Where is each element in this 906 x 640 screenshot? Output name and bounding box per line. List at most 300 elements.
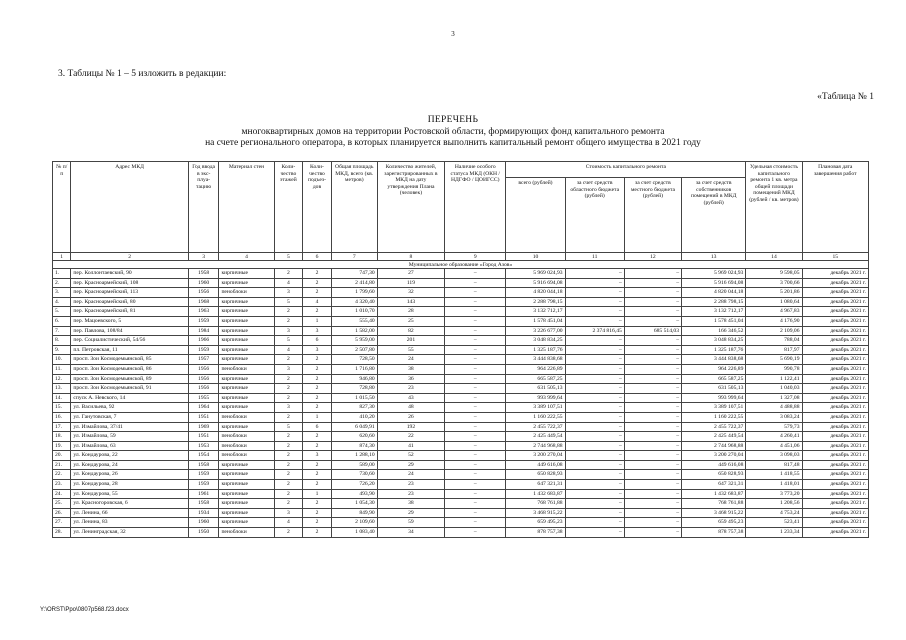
cell-cost-owners: 878 757,38: [682, 528, 746, 538]
cell-cost-owners: 665 587,25: [682, 374, 746, 384]
table-row: [53, 345, 869, 355]
cell-special-status: –: [445, 422, 506, 432]
cell-cost-local: –: [624, 384, 681, 394]
cell-cost-local: –: [624, 297, 681, 307]
column-number: 13: [682, 253, 746, 261]
cell-year: 1958: [188, 269, 219, 279]
cell-row-number: 26.: [53, 508, 71, 518]
cell-year: 1959: [188, 345, 219, 355]
cell-completion-date: декабрь 2021 г.: [802, 480, 868, 490]
cell-completion-date: декабрь 2021 г.: [802, 441, 868, 451]
cell-address: пер. Красноармейский, 81: [71, 307, 188, 317]
cell-residents: 28: [377, 307, 444, 317]
cell-completion-date: декабрь 2021 г.: [802, 384, 868, 394]
cell-row-number: 1.: [53, 269, 71, 279]
cell-cost-regional: –: [565, 297, 624, 307]
cell-cost-regional: –: [565, 355, 624, 365]
cell-row-number: 2.: [53, 278, 71, 288]
cell-floors: 2: [274, 480, 303, 490]
cell-unit-cost: 3 083,24: [746, 412, 802, 422]
cell-residents: 55: [377, 345, 444, 355]
cell-year: 1958: [188, 460, 219, 470]
cell-year: 1961: [188, 489, 219, 499]
cell-entrances: 2: [303, 364, 332, 374]
cell-cost-total: 2 455 722,37: [506, 422, 565, 432]
cell-year: 1968: [188, 297, 219, 307]
column-number: 4: [219, 253, 274, 261]
cell-special-status: –: [445, 508, 506, 518]
cell-address: пер. Красноармейский, 113: [71, 288, 188, 298]
cell-entrances: 4: [303, 297, 332, 307]
cell-cost-regional: –: [565, 384, 624, 394]
cell-cost-owners: 1 325 187,76: [682, 345, 746, 355]
cell-special-status: –: [445, 345, 506, 355]
cell-cost-regional: –: [565, 364, 624, 374]
cell-total-area: 1 015,50: [331, 393, 377, 403]
cell-floors: 2: [274, 355, 303, 365]
cell-unit-cost: 9 598,05: [746, 269, 802, 279]
cell-wall-material: кирпичные: [219, 374, 274, 384]
cell-address: ул. Красногоровская, 6: [71, 499, 188, 509]
cell-cost-owners: 3 444 838,68: [682, 355, 746, 365]
cell-cost-total: 3 200 270,04: [506, 451, 565, 461]
cell-address: ул. Измайлова, 63: [71, 441, 188, 451]
cell-cost-owners: 3 389 107,51: [682, 403, 746, 413]
cell-entrances: 2: [303, 278, 332, 288]
cell-year: 1934: [188, 508, 219, 518]
cell-completion-date: декабрь 2021 г.: [802, 412, 868, 422]
cell-residents: 119: [377, 278, 444, 288]
cell-total-area: 555,40: [331, 316, 377, 326]
column-numbers-row: [53, 253, 869, 261]
cell-cost-owners: 1 160 222,55: [682, 412, 746, 422]
cell-total-area: 728,50: [331, 355, 377, 365]
cell-entrances: 2: [303, 393, 332, 403]
column-number: 7: [331, 253, 377, 261]
cell-year: 1969: [188, 422, 219, 432]
cell-cost-total: 3 468 915,22: [506, 508, 565, 518]
cell-address: ул. Кондаурова, 28: [71, 480, 188, 490]
column-number: 8: [377, 253, 444, 261]
cell-cost-regional: –: [565, 499, 624, 509]
file-path-footer: Y:\ORST\Ppo\0807p568.f23.docx: [40, 607, 129, 613]
cell-total-area: 1 582,00: [331, 326, 377, 336]
cell-cost-total: 650 828,93: [506, 470, 565, 480]
cell-cost-local: –: [624, 422, 681, 432]
cell-cost-total: 5 916 694,08: [506, 278, 565, 288]
cell-address: просп. Зои Космодемьянской, 89: [71, 374, 188, 384]
cell-completion-date: декабрь 2021 г.: [802, 508, 868, 518]
cell-wall-material: кирпичные: [219, 422, 274, 432]
cell-residents: 29: [377, 508, 444, 518]
cell-row-number: 15.: [53, 403, 71, 413]
cell-wall-material: пеноблоки: [219, 451, 274, 461]
table-row: [53, 441, 869, 451]
cell-cost-owners: 768 761,88: [682, 499, 746, 509]
cell-special-status: –: [445, 393, 506, 403]
cell-total-area: 946,80: [331, 374, 377, 384]
cell-address: пер. Красноармейский, 80: [71, 297, 188, 307]
cell-entrances: 6: [303, 336, 332, 346]
cell-row-number: 7.: [53, 326, 71, 336]
cell-wall-material: пеноблоки: [219, 441, 274, 451]
cell-cost-total: 1 432 683,87: [506, 489, 565, 499]
cell-wall-material: кирпичные: [219, 355, 274, 365]
cell-residents: 43: [377, 393, 444, 403]
cell-special-status: –: [445, 528, 506, 538]
cell-floors: 3: [274, 403, 303, 413]
cell-residents: 59: [377, 518, 444, 528]
cell-unit-cost: 1 122,41: [746, 374, 802, 384]
cell-unit-cost: 1 327,08: [746, 393, 802, 403]
cell-completion-date: декабрь 2021 г.: [802, 470, 868, 480]
cell-floors: 2: [274, 432, 303, 442]
table-reference: «Таблица № 1: [817, 92, 874, 102]
cell-cost-regional: –: [565, 345, 624, 355]
cell-cost-owners: 964 226,89: [682, 364, 746, 374]
cell-cost-regional: –: [565, 460, 624, 470]
cell-cost-total: 2 744 968,88: [506, 441, 565, 451]
cell-entrances: 2: [303, 528, 332, 538]
cell-entrances: 1: [303, 316, 332, 326]
cell-unit-cost: 5 201,86: [746, 288, 802, 298]
cell-completion-date: декабрь 2021 г.: [802, 355, 868, 365]
cell-cost-owners: 166 346,52: [682, 326, 746, 336]
cell-floors: 4: [274, 518, 303, 528]
header-cost-local: за счет средств местного бюджета (рублей): [624, 178, 681, 253]
cell-residents: 38: [377, 364, 444, 374]
cell-cost-owners: 2 455 722,37: [682, 422, 746, 432]
cell-total-area: 2 507,80: [331, 345, 377, 355]
cell-floors: 4: [274, 278, 303, 288]
cell-residents: 192: [377, 422, 444, 432]
table-row: [53, 326, 869, 336]
cell-residents: 27: [377, 269, 444, 279]
cell-total-area: 1 288,10: [331, 451, 377, 461]
cell-floors: 2: [274, 499, 303, 509]
cell-floors: 5: [274, 297, 303, 307]
cell-floors: 5: [274, 422, 303, 432]
cell-year: 1984: [188, 326, 219, 336]
table-row: [53, 374, 869, 384]
cell-address: пер. Социалистический, 54/56: [71, 336, 188, 346]
cell-floors: 5: [274, 336, 303, 346]
cell-residents: 36: [377, 374, 444, 384]
cell-wall-material: кирпичные: [219, 307, 274, 317]
municipality-row: [53, 261, 869, 269]
cell-total-area: 849,90: [331, 508, 377, 518]
cell-row-number: 3.: [53, 288, 71, 298]
cell-cost-owners: 5 969 024,93: [682, 269, 746, 279]
cell-floors: 3: [274, 326, 303, 336]
cell-wall-material: кирпичные: [219, 297, 274, 307]
cell-cost-total: 2 288 798,15: [506, 297, 565, 307]
cell-wall-material: кирпичные: [219, 499, 274, 509]
cell-residents: 48: [377, 403, 444, 413]
cell-cost-total: 631 505,13: [506, 384, 565, 394]
cell-special-status: –: [445, 316, 506, 326]
header-cost-owners: за счет средств собственников помещений в МКД (рублей): [682, 178, 746, 253]
cell-year: 1956: [188, 288, 219, 298]
cell-completion-date: декабрь 2021 г.: [802, 374, 868, 384]
cell-unit-cost: 4 753,24: [746, 508, 802, 518]
cell-cost-total: 1 160 222,55: [506, 412, 565, 422]
cell-total-area: 4 320,40: [331, 297, 377, 307]
cell-cost-owners: 3 132 712,17: [682, 307, 746, 317]
cell-unit-cost: 788,04: [746, 336, 802, 346]
cell-residents: 24: [377, 355, 444, 365]
cell-year: 1966: [188, 336, 219, 346]
buildings-table: [52, 161, 869, 538]
cell-special-status: –: [445, 451, 506, 461]
cell-residents: 38: [377, 499, 444, 509]
title-line-3: на счете регионального оператора, в которых планируется выполнить капитальный ремонт общего имущества в 2021 году: [205, 138, 701, 148]
cell-total-area: 730,60: [331, 470, 377, 480]
table-row: [53, 278, 869, 288]
cell-address: ул. Ганутовская, 7: [71, 412, 188, 422]
cell-cost-local: –: [624, 269, 681, 279]
cell-completion-date: декабрь 2021 г.: [802, 297, 868, 307]
cell-entrances: 2: [303, 499, 332, 509]
cell-cost-local: 685 514,03: [624, 326, 681, 336]
table-row: [53, 422, 869, 432]
cell-floors: 4: [274, 345, 303, 355]
table-row: [53, 364, 869, 374]
cell-cost-owners: 2 288 798,15: [682, 297, 746, 307]
cell-floors: 2: [274, 451, 303, 461]
cell-cost-regional: –: [565, 489, 624, 499]
cell-cost-owners: 449 616,08: [682, 460, 746, 470]
cell-wall-material: кирпичные: [219, 489, 274, 499]
table-row: [53, 508, 869, 518]
header-entrances: Коли-чество подъез-дов: [303, 162, 332, 253]
table-row: [53, 355, 869, 365]
cell-row-number: 28.: [53, 528, 71, 538]
table-row: [53, 489, 869, 499]
cell-cost-local: –: [624, 278, 681, 288]
cell-entrances: 2: [303, 441, 332, 451]
cell-completion-date: декабрь 2021 г.: [802, 460, 868, 470]
cell-unit-cost: 1 208,56: [746, 499, 802, 509]
cell-completion-date: декабрь 2021 г.: [802, 489, 868, 499]
cell-special-status: –: [445, 460, 506, 470]
cell-completion-date: декабрь 2021 г.: [802, 393, 868, 403]
cell-cost-local: –: [624, 528, 681, 538]
cell-cost-local: –: [624, 316, 681, 326]
cell-special-status: –: [445, 364, 506, 374]
cell-wall-material: пеноблоки: [219, 288, 274, 298]
cell-year: 1960: [188, 278, 219, 288]
cell-total-area: 6 049,91: [331, 422, 377, 432]
cell-completion-date: декабрь 2021 г.: [802, 432, 868, 442]
cell-address: ул. Кондаурова, 22: [71, 451, 188, 461]
cell-total-area: 728,80: [331, 384, 377, 394]
cell-row-number: 24.: [53, 489, 71, 499]
cell-row-number: 11.: [53, 364, 71, 374]
table-row: [53, 384, 869, 394]
cell-address: просп. Зои Космодемьянской, 86: [71, 364, 188, 374]
cell-cost-owners: 1 432 683,87: [682, 489, 746, 499]
cell-floors: 2: [274, 489, 303, 499]
cell-residents: 32: [377, 288, 444, 298]
cell-residents: 41: [377, 441, 444, 451]
cell-address: пер. Мацоевского, 5: [71, 316, 188, 326]
cell-year: 1964: [188, 403, 219, 413]
cell-cost-total: 3 132 712,17: [506, 307, 565, 317]
cell-cost-total: 4 820 044,18: [506, 288, 565, 298]
cell-floors: 2: [274, 441, 303, 451]
cell-floors: 3: [274, 288, 303, 298]
column-number: 9: [445, 253, 506, 261]
cell-unit-cost: 1 418,01: [746, 480, 802, 490]
cell-floors: 2: [274, 307, 303, 317]
cell-cost-local: –: [624, 403, 681, 413]
cell-entrances: 2: [303, 374, 332, 384]
cell-entrances: 2: [303, 518, 332, 528]
cell-unit-cost: 1 418,55: [746, 470, 802, 480]
cell-floors: 2: [274, 470, 303, 480]
cell-special-status: –: [445, 326, 506, 336]
cell-entrances: 3: [303, 326, 332, 336]
cell-entrances: 2: [303, 480, 332, 490]
cell-special-status: –: [445, 470, 506, 480]
cell-unit-cost: 1 080,64: [746, 297, 802, 307]
title-line-2: многоквартирных домов на территории Ростовской области, формирующих фонд капитального ремонта: [241, 126, 665, 137]
cell-floors: 2: [274, 528, 303, 538]
cell-residents: 52: [377, 451, 444, 461]
table-row: [53, 412, 869, 422]
cell-cost-local: –: [624, 307, 681, 317]
cell-total-area: 747,30: [331, 269, 377, 279]
cell-cost-owners: 3 200 270,04: [682, 451, 746, 461]
cell-cost-total: 647 321,31: [506, 480, 565, 490]
cell-completion-date: декабрь 2021 г.: [802, 288, 868, 298]
cell-entrances: 2: [303, 269, 332, 279]
cell-wall-material: кирпичные: [219, 393, 274, 403]
cell-residents: 29: [377, 460, 444, 470]
cell-unit-cost: 5 690,19: [746, 355, 802, 365]
cell-row-number: 18.: [53, 432, 71, 442]
table-row: [53, 460, 869, 470]
cell-cost-regional: –: [565, 288, 624, 298]
cell-cost-owners: 2 425 449,54: [682, 432, 746, 442]
cell-row-number: 23.: [53, 480, 71, 490]
cell-floors: 2: [274, 460, 303, 470]
cell-cost-total: 659 495,23: [506, 518, 565, 528]
cell-special-status: –: [445, 480, 506, 490]
cell-wall-material: кирпичные: [219, 508, 274, 518]
column-number: 10: [506, 253, 565, 261]
cell-cost-regional: –: [565, 508, 624, 518]
cell-total-area: 493,90: [331, 489, 377, 499]
cell-year: 1950: [188, 528, 219, 538]
cell-completion-date: декабрь 2021 г.: [802, 269, 868, 279]
cell-cost-local: –: [624, 480, 681, 490]
cell-total-area: 2 414,80: [331, 278, 377, 288]
header-cost-group: Стоимость капитального ремонта: [506, 162, 746, 178]
cell-wall-material: кирпичные: [219, 403, 274, 413]
cell-residents: 201: [377, 336, 444, 346]
cell-row-number: 16.: [53, 412, 71, 422]
header-address: Адрес МКД: [71, 162, 188, 253]
cell-total-area: 1 054,30: [331, 499, 377, 509]
cell-cost-local: –: [624, 451, 681, 461]
cell-row-number: 14.: [53, 393, 71, 403]
column-number: 2: [71, 253, 188, 261]
cell-entrances: 2: [303, 355, 332, 365]
cell-completion-date: декабрь 2021 г.: [802, 278, 868, 288]
cell-year: 1960: [188, 518, 219, 528]
cell-entrances: 2: [303, 384, 332, 394]
cell-floors: 2: [274, 316, 303, 326]
cell-cost-owners: 3 048 834,25: [682, 336, 746, 346]
cell-row-number: 4.: [53, 297, 71, 307]
cell-year: 1956: [188, 384, 219, 394]
cell-cost-owners: 659 495,23: [682, 518, 746, 528]
cell-residents: 24: [377, 470, 444, 480]
cell-cost-regional: –: [565, 422, 624, 432]
cell-wall-material: кирпичные: [219, 470, 274, 480]
cell-special-status: –: [445, 269, 506, 279]
column-number: 3: [188, 253, 219, 261]
cell-row-number: 27.: [53, 518, 71, 528]
cell-year: 1958: [188, 499, 219, 509]
cell-cost-total: 3 389 107,51: [506, 403, 565, 413]
cell-total-area: 1 010,70: [331, 307, 377, 317]
cell-unit-cost: 817,48: [746, 460, 802, 470]
cell-completion-date: декабрь 2021 г.: [802, 326, 868, 336]
cell-residents: 23: [377, 489, 444, 499]
cell-wall-material: кирпичные: [219, 480, 274, 490]
cell-wall-material: кирпичные: [219, 460, 274, 470]
cell-wall-material: кирпичные: [219, 336, 274, 346]
cell-special-status: –: [445, 432, 506, 442]
cell-entrances: 2: [303, 288, 332, 298]
cell-special-status: –: [445, 307, 506, 317]
cell-address: ул. Ленина, 83: [71, 518, 188, 528]
cell-residents: 143: [377, 297, 444, 307]
cell-unit-cost: 4 260,41: [746, 432, 802, 442]
cell-special-status: –: [445, 336, 506, 346]
cell-unit-cost: 990,78: [746, 364, 802, 374]
cell-entrances: 1: [303, 489, 332, 499]
table-row: [53, 269, 869, 279]
cell-special-status: –: [445, 403, 506, 413]
cell-year: 1953: [188, 441, 219, 451]
cell-total-area: 1 799,60: [331, 288, 377, 298]
cell-completion-date: декабрь 2021 г.: [802, 422, 868, 432]
cell-floors: 2: [274, 374, 303, 384]
document-title: [0, 115, 906, 150]
cell-cost-total: 878 757,38: [506, 528, 565, 538]
cell-cost-regional: –: [565, 393, 624, 403]
cell-entrances: 2: [303, 470, 332, 480]
cell-row-number: 21.: [53, 460, 71, 470]
cell-row-number: 20.: [53, 451, 71, 461]
cell-cost-total: 3 444 838,68: [506, 355, 565, 365]
cell-residents: 23: [377, 384, 444, 394]
cell-residents: 34: [377, 528, 444, 538]
cell-row-number: 10.: [53, 355, 71, 365]
cell-cost-owners: 5 916 694,08: [682, 278, 746, 288]
cell-entrances: 3: [303, 451, 332, 461]
cell-special-status: –: [445, 288, 506, 298]
cell-special-status: –: [445, 441, 506, 451]
cell-address: просп. Зои Космодемьянской, 85: [71, 355, 188, 365]
cell-cost-local: –: [624, 441, 681, 451]
cell-cost-regional: –: [565, 269, 624, 279]
cell-floors: 2: [274, 384, 303, 394]
